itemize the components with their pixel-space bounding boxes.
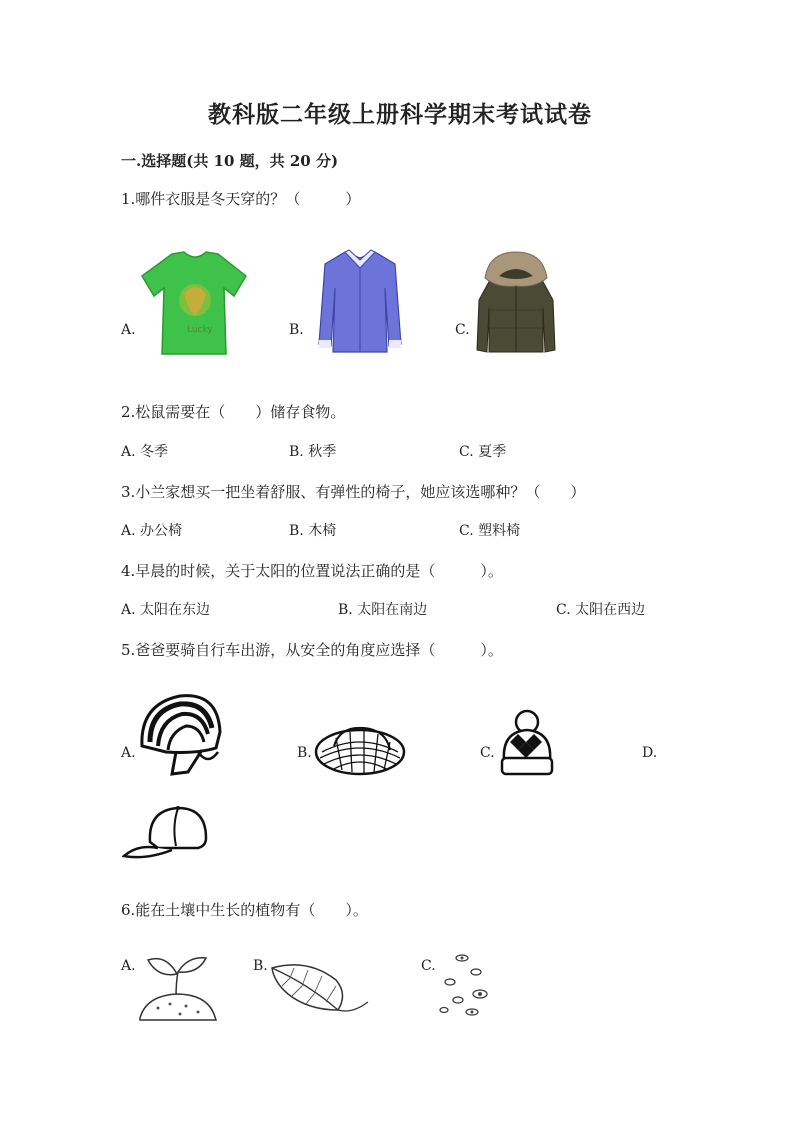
fallen-leaf-icon <box>268 958 372 1018</box>
q5-option-b[interactable]: B. <box>297 745 312 761</box>
q4-option-c[interactable]: C. 太阳在西边 <box>556 602 646 618</box>
q2-option-b[interactable]: B. 秋季 <box>289 444 337 460</box>
q5-option-c[interactable]: C. <box>480 745 495 761</box>
question-3: 3.小兰家想买一把坐着舒服、有弹性的椅子，她应该选哪种？（ ） <box>121 483 586 501</box>
page-title: 教科版二年级上册科学期末考试试卷 <box>208 101 592 128</box>
q6-option-a[interactable]: A. <box>121 958 136 974</box>
question-1: 1.哪件衣服是冬天穿的？（ ） <box>121 190 361 208</box>
question-2: 2.松鼠需要在（ ）储存食物。 <box>121 403 346 421</box>
question-5: 5.爸爸要骑自行车出游，从安全的角度应选择（ ）。 <box>121 641 503 659</box>
q5-option-d[interactable]: D. <box>642 745 658 761</box>
knit-beanie-icon <box>496 708 558 776</box>
question-6: 6.能在土壤中生长的植物有（ ）。 <box>121 901 368 919</box>
svg-text:Lucky: Lucky <box>187 325 213 335</box>
q4-option-a[interactable]: A. 太阳在东边 <box>121 602 211 618</box>
question-4: 4.早晨的时候，关于太阳的位置说法正确的是（ ）。 <box>121 562 503 580</box>
green-tshirt-icon <box>140 250 250 356</box>
blue-shirt-icon <box>317 248 403 356</box>
sprout-in-soil-icon <box>136 952 220 1024</box>
winter-coat-icon <box>475 248 557 356</box>
q2-option-a[interactable]: A. 冬季 <box>121 444 169 460</box>
baseball-cap-icon <box>122 802 212 862</box>
q4-option-b[interactable]: B. 太阳在南边 <box>338 602 428 618</box>
straw-hat-icon <box>312 722 408 778</box>
q2-option-c[interactable]: C. 夏季 <box>459 444 507 460</box>
q1-option-c[interactable]: C. <box>455 322 470 338</box>
section-heading: 一.选择题(共 10 题，共 20 分) <box>121 152 339 170</box>
q3-option-b[interactable]: B. 木椅 <box>289 523 337 539</box>
floating-plants-icon <box>432 950 504 1022</box>
q3-option-a[interactable]: A. 办公椅 <box>121 523 183 539</box>
q5-option-a[interactable]: A. <box>121 745 136 761</box>
bike-helmet-icon <box>136 692 228 780</box>
q6-option-c[interactable]: C. <box>421 958 436 974</box>
q1-option-a[interactable]: A. <box>121 322 136 338</box>
q3-option-c[interactable]: C. 塑料椅 <box>459 523 521 539</box>
q6-option-b[interactable]: B. <box>253 958 268 974</box>
q1-option-b[interactable]: B. <box>289 322 304 338</box>
